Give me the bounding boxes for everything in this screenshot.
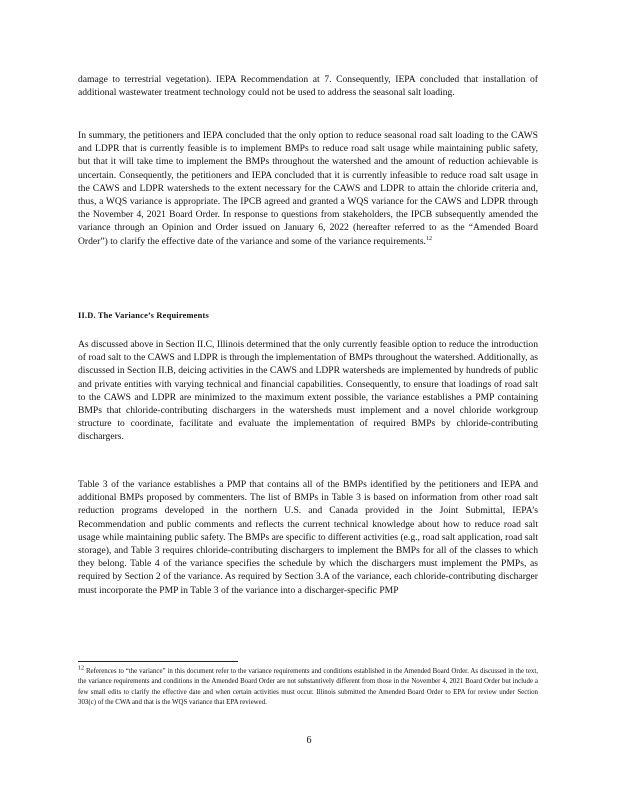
page-number: 6 (306, 735, 312, 746)
paragraph-table-3 (78, 478, 538, 597)
footnote-text: References to “the variance” in this document refer to the variance requirements and conditions established in the Amended Board Order. As discussed in the text, the variance requirements and conditions in the Amended Board Order are not substantively different from those in the November 4, 2021 Board Order but include a few small edits to clarify the effective date and when certain activities must occur. Illinois submitted the Amended Board Order to EPA for review under Section 303(c) of the CWA and that is the WQS variance that EPA reviewed. (78, 668, 538, 707)
paragraph-text: In summary, the petitioners and IEPA concluded that the only option to reduce seasonal road salt loading to the CAWS and LDPR that is currently feasible is to implement BMPs to reduce road salt usage while maintaining public safety, but that it will take time to implement the BMPs throughout the watershed and the amount of reduction achievable is uncertain. Consequently, the petitioners and IEPA concluded that it is currently infeasible to reduce road salt usage in the CAWS and LDPR watersheds to the extent necessary for the CAWS and LDPR to attain the chloride criteria and, thus, a WQS variance is appropriate. The IPCB agreed and granted a WQS variance for the CAWS and LDPR through the November 4, 2021 Board Order. In response to questions from stakeholders, the IPCB subsequently amended the variance through an Opinion and Order issued on January 6, 2022 (hereafter referred to as the “Amended Board Order”) to clarify the effective date of the variance and some of the variance requirements. (78, 130, 538, 247)
footnote-reference: 12 (425, 235, 432, 242)
section-heading: II.D. The Variance’s Requirements (78, 311, 209, 320)
paragraph-text: Table 3 of the variance establishes a PMP that contains all of the BMPs identified by the petitioners and IEPA and additional BMPs proposed by commenters. The list of BMPs in Table 3 is based on information from other road salt reduction programs developed in the northern U.S. and Canada provided in the Joint Submittal, IEPA’s Recommendation and public comments and reflects the current technical knowledge about how to reduce road salt usage while maintaining public safety. The BMPs are specific to different activities (e.g., road salt application, road salt storage), and Table 3 requires chloride-contributing dischargers to implement the BMPs for all of the classes to which they belong. Table 4 of the variance specifies the schedule by which the dischargers must implement the PMPs, as required by Section 2 of the variance. As required by Section 3.A of the variance, each chloride-contributing discharger must incorporate the PMP in Table 3 of the variance into a discharger-specific PMP (78, 479, 538, 596)
paragraph-text: damage to terrestrial vegetation). IEPA Recommendation at 7. Consequently, IEPA concluded that installation of additional wastewater treatment technology could not be used to address the seasonal salt loading. (78, 74, 538, 99)
paragraph-summary (78, 129, 538, 248)
paragraph-pmp-overview (78, 338, 538, 444)
paragraph-text: As discussed above in Section II.C, Illinois determined that the only currently feasible option to reduce the introduction of road salt to the CAWS and LDPR is through the implementation of BMPs throughout the watershed. Additionally, as discussed in Section II.B, deicing activities in the CAWS and LDPR watersheds are implemented by hundreds of public and private entities with varying technical and financial capabilities. Consequently, to ensure that loadings of road salt to the CAWS and LDPR are minimized to the maximum extent possible, the variance establishes a PMP containing BMPs that chloride-contributing dischargers in the watersheds must implement and a novel chloride workgroup structure to coordinate, facilitate and evaluate the implementation of required BMPs by chloride-contributing dischargers. (78, 339, 538, 443)
footnote-divider (78, 661, 238, 662)
footnote (78, 667, 538, 709)
paragraph-terrestrial-vegetation (78, 73, 538, 99)
footnote-number: 12 (78, 665, 84, 672)
